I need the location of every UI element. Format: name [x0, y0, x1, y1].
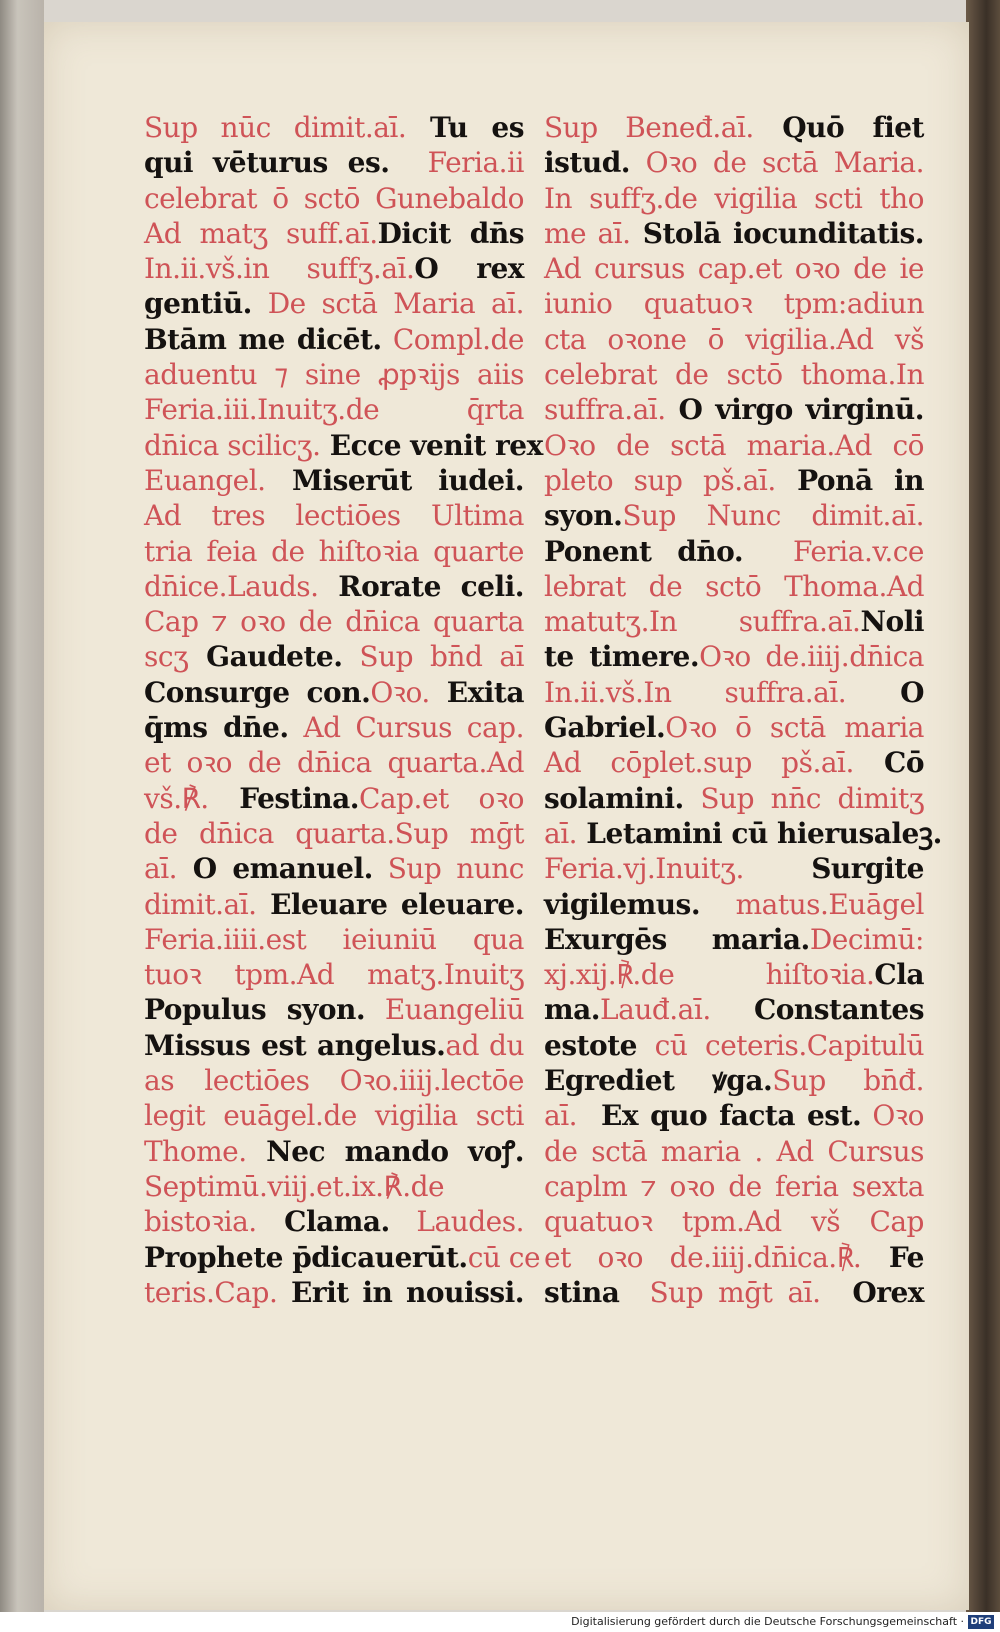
- rubric-text: Sup Beneđ.aī.: [544, 111, 754, 144]
- text-line: [544, 675, 924, 710]
- text-line: [144, 1134, 524, 1169]
- text-line: [144, 569, 524, 604]
- text-line: [144, 710, 524, 745]
- rubric-text: Sup bn̄đ.: [772, 1064, 924, 1098]
- rubric-text: aī.: [144, 852, 178, 886]
- body-text: Constantes: [710, 993, 924, 1027]
- body-text: Tu es: [406, 111, 524, 144]
- text-line: [144, 816, 524, 851]
- text-line: [544, 1240, 924, 1275]
- body-text: Ponent dn̄o.: [544, 534, 744, 568]
- text-line: [144, 922, 524, 957]
- body-text: solamini.: [544, 781, 684, 815]
- rubric-text: dimit.aī.: [144, 887, 257, 921]
- rubric-text: et oꝛo de dn̄ica quarta.Ad: [144, 746, 524, 780]
- rubric-text: In.ii.vš.in suffʒ.aī.: [144, 252, 415, 286]
- text-line: [144, 145, 524, 180]
- rubric-text: Compl.de: [381, 322, 524, 356]
- text-line: [144, 1275, 524, 1310]
- body-text: Noli: [860, 605, 924, 639]
- text-line: [144, 745, 524, 780]
- rubric-text: pleto sup pš.aī.: [544, 463, 776, 497]
- rubric-text: Sup Nunc dimit.aī.: [622, 499, 924, 533]
- text-line: [544, 1275, 924, 1310]
- body-text: Ponā in: [775, 463, 924, 497]
- body-text: Gaudete.: [188, 640, 343, 674]
- rubric-text: vš.℟.: [144, 781, 209, 815]
- rubric-text: dn̄ica scilicʒ.: [144, 428, 321, 462]
- body-text: Surgite: [743, 852, 924, 886]
- rubric-text: Oꝛo: [861, 1099, 924, 1133]
- body-text: O: [846, 675, 924, 709]
- text-line: [544, 428, 924, 463]
- text-line: [144, 216, 524, 251]
- rubric-text: cū ceteris.Capitulū: [636, 1028, 924, 1062]
- body-text: Cō: [853, 746, 924, 780]
- rubric-text: Feria.v.ce: [743, 534, 924, 568]
- text-line: [144, 1240, 541, 1275]
- text-line: [544, 569, 924, 604]
- digitization-credit: Digitalisierung gefördert durch die Deutsche Forschungsgemeinschaft ·: [571, 1615, 964, 1628]
- rubric-text: Oꝛo de.iiij.dn̄ica: [699, 640, 924, 674]
- rubric-text: matutʒ.In suffra.aī.: [544, 605, 861, 639]
- body-text: Orex: [820, 1275, 924, 1309]
- left-text-column: [144, 110, 543, 1310]
- body-text: Erit in nouissi.: [277, 1275, 524, 1309]
- text-line: [544, 604, 924, 639]
- text-line: [144, 428, 543, 463]
- text-line: [144, 534, 524, 569]
- text-line: [544, 498, 924, 533]
- rubric-text: Oꝛo ō sctā maria: [665, 711, 924, 745]
- text-line: [544, 781, 924, 816]
- text-line: [544, 816, 942, 851]
- rubric-text: xj.xij.℟.de hiſtoꝛia.: [544, 958, 875, 992]
- text-line: [144, 781, 524, 816]
- body-text: te timere.: [544, 640, 700, 674]
- text-line: [144, 887, 524, 922]
- rubric-text: Ad cursus cap.et oꝛo de ie: [544, 252, 924, 286]
- rubric-text: tuoꝛ tpm.Ad matʒ.Inuitʒ: [144, 958, 524, 992]
- body-text: O emanuel.: [177, 852, 373, 886]
- body-text: Consurge con.: [144, 675, 371, 709]
- text-line: [144, 639, 524, 674]
- rubric-text: Ad cōplet.sup pš.aī.: [544, 746, 854, 780]
- text-line: [144, 463, 524, 498]
- body-text: Ex quo facta est.: [577, 1099, 862, 1133]
- rubric-text: iunio quatuoꝛ tpm:adiun: [544, 287, 924, 321]
- text-line: [144, 181, 524, 216]
- rubric-text: scʒ: [144, 640, 189, 674]
- rubric-text: Oꝛo.: [370, 675, 430, 709]
- body-text: istud.: [544, 146, 631, 180]
- body-text: Nec mando voꝭ.: [246, 1134, 524, 1168]
- text-line: [144, 1204, 524, 1239]
- text-line: [544, 1169, 924, 1204]
- rubric-text: as lectiōes Oꝛo.iiij.lectōe: [144, 1064, 524, 1098]
- rubric-text: Thome.: [144, 1134, 247, 1168]
- body-text: Letamini cū hierusaleꝫ.: [577, 816, 942, 850]
- body-text: Stolā iocunditatis.: [630, 216, 924, 250]
- text-line: [544, 392, 924, 427]
- text-line: [544, 463, 924, 498]
- rubric-text: De sctā Maria aī.: [251, 287, 524, 321]
- text-line: [144, 498, 524, 533]
- text-line: [144, 1028, 524, 1063]
- rubric-text: Ad Cursus cap.: [288, 711, 524, 745]
- binding-edge: [0, 0, 44, 1632]
- text-line: [144, 957, 524, 992]
- rubric-text: aduentu ⁊ sine ꝓpꝛijs aiis: [144, 358, 524, 392]
- text-line: [144, 675, 524, 710]
- rubric-text: Feria.iii.Inuitʒ.de q̄rta: [144, 393, 524, 427]
- rubric-text: matus.Euāgel: [700, 887, 924, 921]
- text-line: [544, 992, 924, 1027]
- body-text: estote: [544, 1028, 637, 1062]
- rubric-text: Lauđ.aī.: [600, 993, 711, 1027]
- body-text: Quō fiet: [753, 111, 924, 144]
- body-text: Miserūt iudei.: [265, 463, 524, 497]
- text-line: [144, 357, 524, 392]
- body-text: gentiū.: [144, 287, 252, 321]
- rubric-text: In suffʒ.de vigilia scti tho: [544, 181, 924, 215]
- rubric-text: Euangel.: [144, 463, 266, 497]
- rubric-text: Cap ⁊ oꝛo de dn̄ica quarta: [144, 605, 524, 639]
- rubric-text: cū ce: [467, 1240, 541, 1274]
- rubric-text: Sup nūc dimit.aī.: [144, 111, 407, 144]
- right-text-column: [544, 110, 942, 1310]
- rubric-text: Feria.ii: [389, 146, 524, 180]
- rubric-text: et oꝛo de.iiij.dn̄ica.℟.: [544, 1240, 862, 1274]
- rubric-text: Euangeliū: [365, 993, 524, 1027]
- rubric-text: Ad tres lectiōes Ultima: [144, 499, 524, 533]
- text-line: [544, 216, 924, 251]
- text-line: [544, 1063, 924, 1098]
- rubric-text: Oꝛo de sctā maria.Ad cō: [544, 428, 924, 462]
- text-line: [144, 1098, 524, 1133]
- body-text: Populus syon.: [144, 993, 366, 1027]
- text-line: [544, 181, 924, 216]
- text-line: [544, 286, 924, 321]
- text-line: [544, 887, 924, 922]
- rubric-text: lebrat de sctō Thoma.Ad: [544, 569, 924, 603]
- rubric-text: Sup mḡt aī.: [619, 1275, 821, 1309]
- rubric-text: Sup nunc: [372, 852, 524, 886]
- text-line: [544, 957, 924, 992]
- text-line: [544, 251, 924, 286]
- rubric-text: Feria.vj.Inuitʒ.: [544, 852, 744, 886]
- rubric-text: cta oꝛone ō vigilia.Ad vš: [544, 322, 924, 356]
- rubric-text: tria feia de hiſtoꝛia quarte: [144, 534, 524, 568]
- body-text: Btām me dicēt.: [144, 322, 382, 356]
- text-line: [144, 851, 524, 886]
- text-line: [544, 639, 924, 674]
- book-edge: [966, 0, 1000, 1612]
- body-text: Rorate celi.: [318, 569, 524, 603]
- body-text: Egrediet ꝟga.: [544, 1064, 773, 1098]
- rubric-text: de sctā maria . Ad Cursus: [544, 1134, 924, 1168]
- rubric-text: Septimū.viij.et.ix.℟.de: [144, 1169, 445, 1203]
- rubric-text: Ad matʒ suff.aī.: [144, 216, 378, 250]
- text-line: [544, 145, 924, 180]
- text-line: [544, 851, 924, 886]
- body-text: Prophete p̄dicauerūt.: [144, 1240, 468, 1274]
- rubric-text: suffra.aī.: [544, 393, 666, 427]
- body-text: Exita: [429, 675, 524, 709]
- rubric-text: dn̄ice.Lauds.: [144, 569, 319, 603]
- rubric-text: Sup nn̄c dimitʒ: [683, 781, 924, 815]
- rubric-text: Cap.et oꝛo: [359, 781, 524, 815]
- body-text: q̄ms dn̄e.: [144, 711, 289, 745]
- rubric-text: teris.Cap.: [144, 1275, 278, 1309]
- rubric-text: bistoꝛia.: [144, 1205, 257, 1239]
- text-line: [144, 604, 524, 639]
- body-text: ma.: [544, 993, 601, 1027]
- body-text: Ecce venit rex: [320, 428, 543, 462]
- body-text: vigilemus.: [544, 887, 701, 921]
- rubric-text: me aī.: [544, 216, 631, 250]
- text-line: [544, 1028, 924, 1063]
- rubric-text: Feria.iiii.est ieiuniū qua: [144, 922, 524, 956]
- text-line: [544, 745, 924, 780]
- text-line: [544, 1098, 924, 1133]
- body-text: Clama.: [256, 1205, 390, 1239]
- rubric-text: caplm ⁊ oꝛo de feria sexta: [544, 1169, 924, 1203]
- rubric-text: quatuoꝛ tpm.Ad vš Cap: [544, 1205, 924, 1239]
- rubric-text: Laudes.: [389, 1205, 524, 1239]
- body-text: Missus est angelus.: [144, 1028, 446, 1062]
- body-text: Gabriel.: [544, 711, 666, 745]
- rubric-text: Decimū:: [809, 922, 924, 956]
- rubric-text: de dn̄ica quarta.Sup mḡt: [144, 816, 524, 850]
- text-line: [144, 392, 524, 427]
- body-text: Cla: [874, 958, 924, 992]
- text-line: [144, 110, 524, 145]
- footer-bar: [0, 1612, 1000, 1632]
- text-line: [544, 1134, 924, 1169]
- text-line: [544, 110, 924, 145]
- body-text: stina: [544, 1275, 620, 1309]
- text-line: [144, 322, 524, 357]
- body-text: O rex: [414, 252, 524, 286]
- body-text: O virgo virginū.: [665, 393, 924, 427]
- text-line: [544, 710, 924, 745]
- rubric-text: aī.: [544, 1099, 578, 1133]
- rubric-text: In.ii.vš.In suffra.aī.: [544, 675, 847, 709]
- rubric-text: Oꝛo de sctā Maria.: [630, 146, 924, 180]
- body-text: syon.: [544, 499, 623, 533]
- text-line: [144, 1169, 524, 1204]
- text-line: [544, 534, 924, 569]
- text-line: [144, 1063, 524, 1098]
- body-text: Festina.: [208, 781, 359, 815]
- rubric-text: legit euāgel.de vigilia scti: [144, 1099, 524, 1133]
- text-line: [544, 322, 924, 357]
- rubric-text: Sup bn̄d aī: [342, 640, 524, 674]
- text-line: [544, 357, 924, 392]
- body-text: Exurgēs maria.: [544, 922, 810, 956]
- body-text: Fe: [861, 1240, 924, 1274]
- rubric-text: celebrat ō sctō Gunebaldo: [144, 181, 524, 215]
- text-line: [144, 286, 524, 321]
- text-line: [144, 251, 524, 286]
- rubric-text: ad du: [445, 1028, 524, 1062]
- rubric-text: celebrat de sctō thoma.In: [544, 358, 924, 392]
- body-text: Dicit dn̄s: [377, 216, 525, 250]
- text-line: [144, 992, 524, 1027]
- body-text: Eleuare eleuare.: [256, 887, 524, 921]
- rubric-text: aī.: [544, 816, 578, 850]
- dfg-logo: DFG: [968, 1615, 994, 1629]
- text-line: [544, 1204, 924, 1239]
- text-line: [544, 922, 924, 957]
- body-text: qui vēturus es.: [144, 146, 390, 180]
